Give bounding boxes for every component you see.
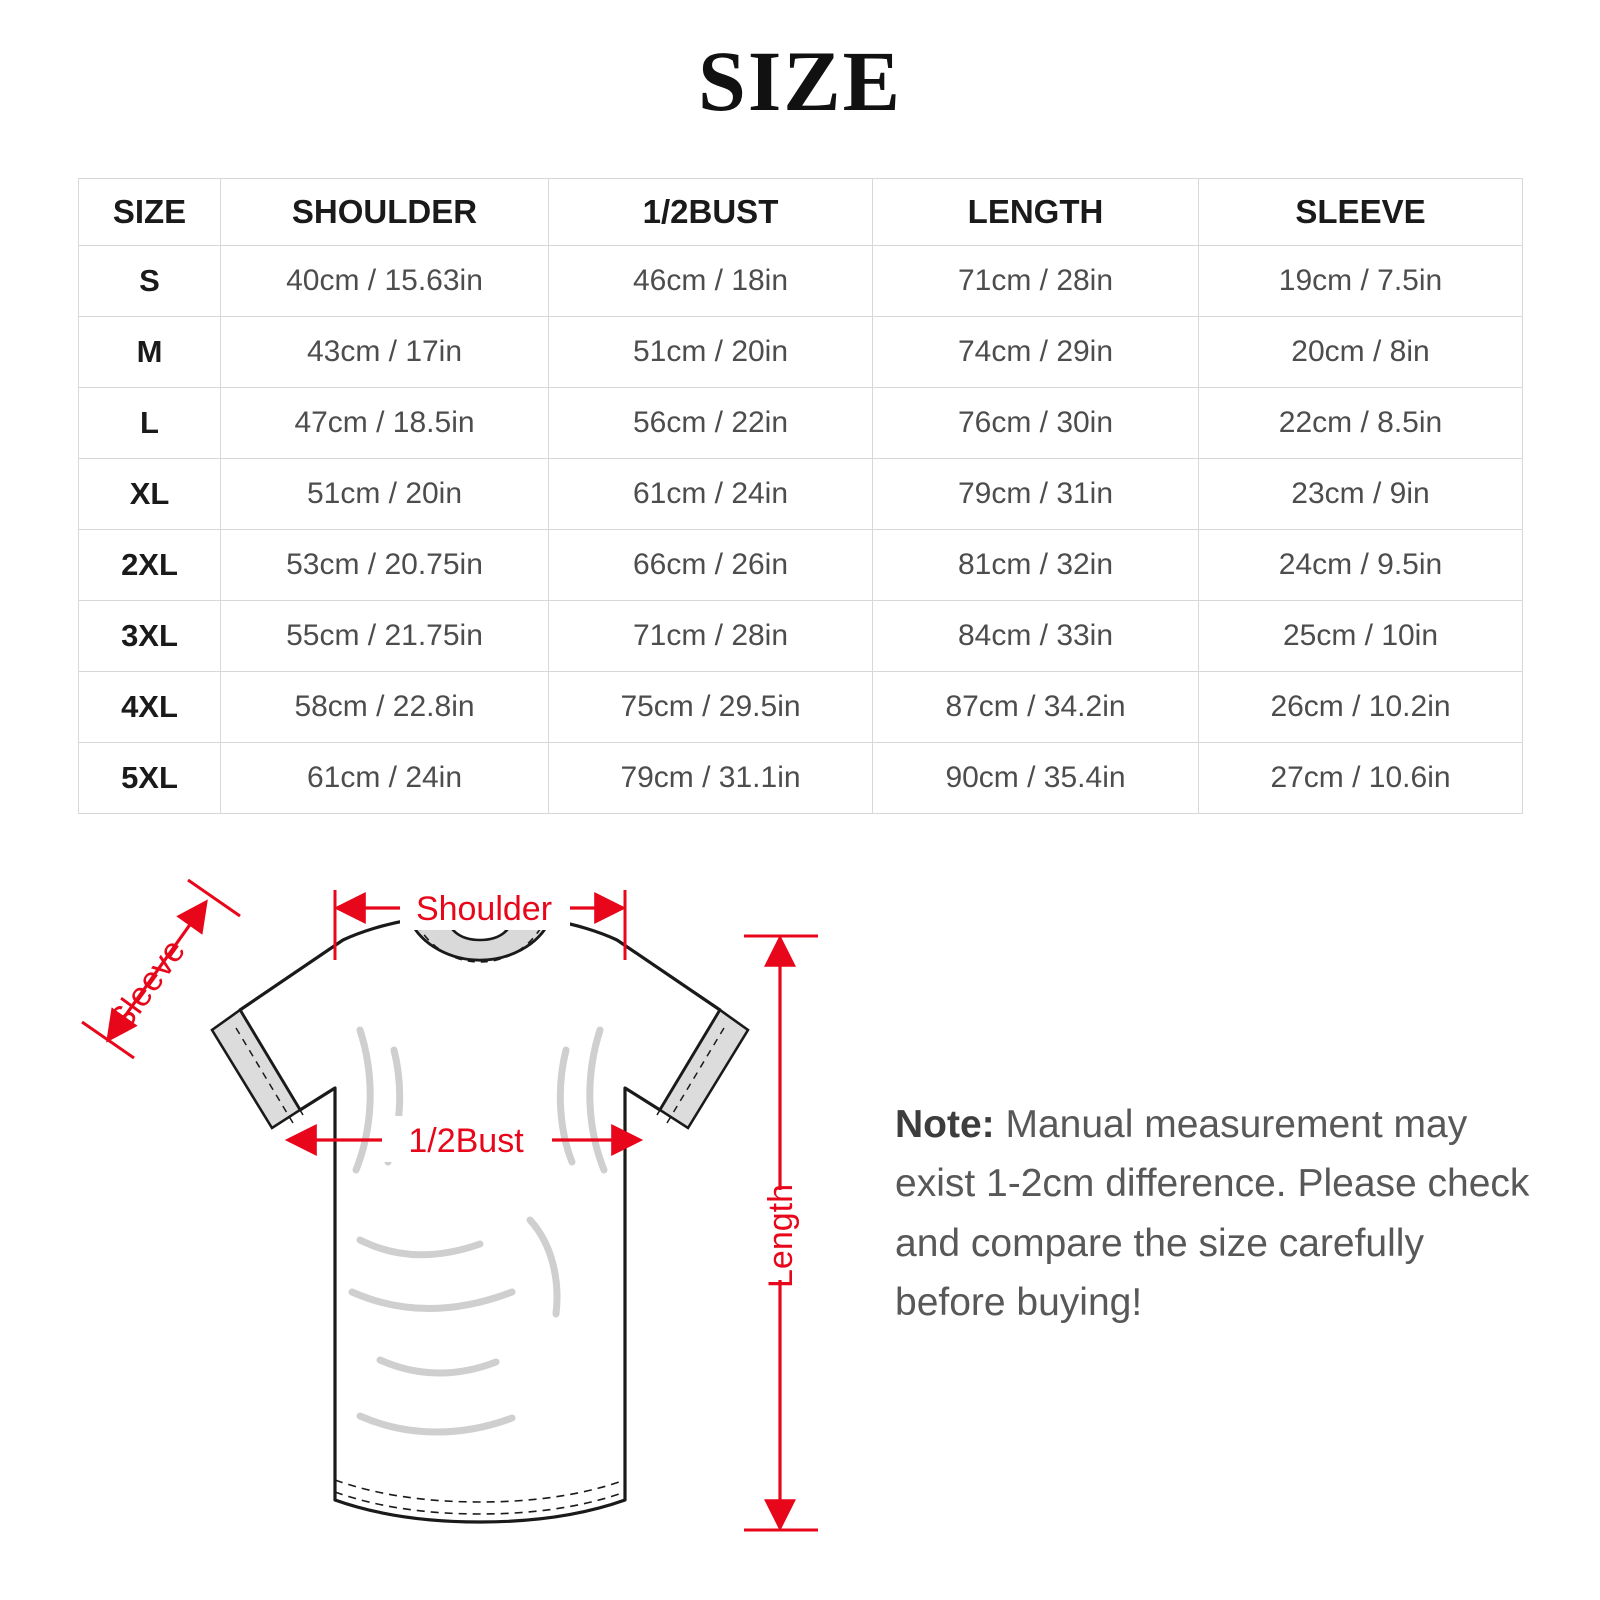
page-title: SIZE [697, 33, 903, 129]
cell-shoulder: 43cm / 17in [221, 317, 549, 388]
column-header-sleeve: SLEEVE [1199, 179, 1523, 246]
note-text [895, 1095, 1535, 1332]
cell-length: 79cm / 31in [873, 459, 1199, 530]
cell-sleeve: 22cm / 8.5in [1199, 388, 1523, 459]
cell-shoulder: 55cm / 21.75in [221, 601, 549, 672]
cell-sleeve: 23cm / 9in [1199, 459, 1523, 530]
bust-label: 1/2Bust [408, 1122, 524, 1160]
cell-length: 81cm / 32in [873, 530, 1199, 601]
column-header-shoulder: SHOULDER [221, 179, 549, 246]
cell-shoulder: 58cm / 22.8in [221, 672, 549, 743]
table-header-row [79, 179, 1523, 246]
cell-bust: 66cm / 26in [549, 530, 873, 601]
table-row [79, 459, 1523, 530]
table-row [79, 388, 1523, 459]
cell-length: 71cm / 28in [873, 246, 1199, 317]
cell-size: XL [79, 459, 221, 530]
note-body: Manual measurement may exist 1-2cm difference. Please check and compare the size carefully before buying! [895, 1103, 1530, 1324]
sleeve-label: Sleeve [101, 932, 194, 1039]
column-header-size: SIZE [79, 179, 221, 246]
cell-bust: 51cm / 20in [549, 317, 873, 388]
cell-length: 90cm / 35.4in [873, 743, 1199, 814]
cell-size: 5XL [79, 743, 221, 814]
cell-shoulder: 53cm / 20.75in [221, 530, 549, 601]
table-row [79, 743, 1523, 814]
cell-size: M [79, 317, 221, 388]
table-row [79, 246, 1523, 317]
cell-bust: 61cm / 24in [549, 459, 873, 530]
table-row [79, 530, 1523, 601]
cell-shoulder: 61cm / 24in [221, 743, 549, 814]
cell-length: 84cm / 33in [873, 601, 1199, 672]
cell-bust: 46cm / 18in [549, 246, 873, 317]
table-row [79, 601, 1523, 672]
cell-bust: 71cm / 28in [549, 601, 873, 672]
table-row [79, 317, 1523, 388]
tshirt-measurement-diagram [60, 840, 860, 1580]
cell-sleeve: 24cm / 9.5in [1199, 530, 1523, 601]
tshirt-outline [240, 920, 720, 1522]
cell-sleeve: 27cm / 10.6in [1199, 743, 1523, 814]
cell-length: 87cm / 34.2in [873, 672, 1199, 743]
size-chart-table [78, 178, 1523, 814]
cell-bust: 75cm / 29.5in [549, 672, 873, 743]
cell-sleeve: 26cm / 10.2in [1199, 672, 1523, 743]
column-header-bust: 1/2BUST [549, 179, 873, 246]
cell-size: 2XL [79, 530, 221, 601]
cell-size: L [79, 388, 221, 459]
cell-size: 4XL [79, 672, 221, 743]
column-header-length: LENGTH [873, 179, 1199, 246]
length-measure [738, 936, 822, 1530]
cell-bust: 56cm / 22in [549, 388, 873, 459]
table-row [79, 672, 1523, 743]
cell-sleeve: 20cm / 8in [1199, 317, 1523, 388]
shoulder-label: Shoulder [415, 890, 553, 928]
length-label: Length [762, 1184, 800, 1288]
cell-sleeve: 25cm / 10in [1199, 601, 1523, 672]
cell-size: 3XL [79, 601, 221, 672]
cell-length: 76cm / 30in [873, 388, 1199, 459]
cell-sleeve: 19cm / 7.5in [1199, 246, 1523, 317]
cell-shoulder: 51cm / 20in [221, 459, 549, 530]
cell-bust: 79cm / 31.1in [549, 743, 873, 814]
cell-length: 74cm / 29in [873, 317, 1199, 388]
note-lead: Note: [895, 1103, 995, 1146]
cell-shoulder: 40cm / 15.63in [221, 246, 549, 317]
cell-shoulder: 47cm / 18.5in [221, 388, 549, 459]
cell-size: S [79, 246, 221, 317]
